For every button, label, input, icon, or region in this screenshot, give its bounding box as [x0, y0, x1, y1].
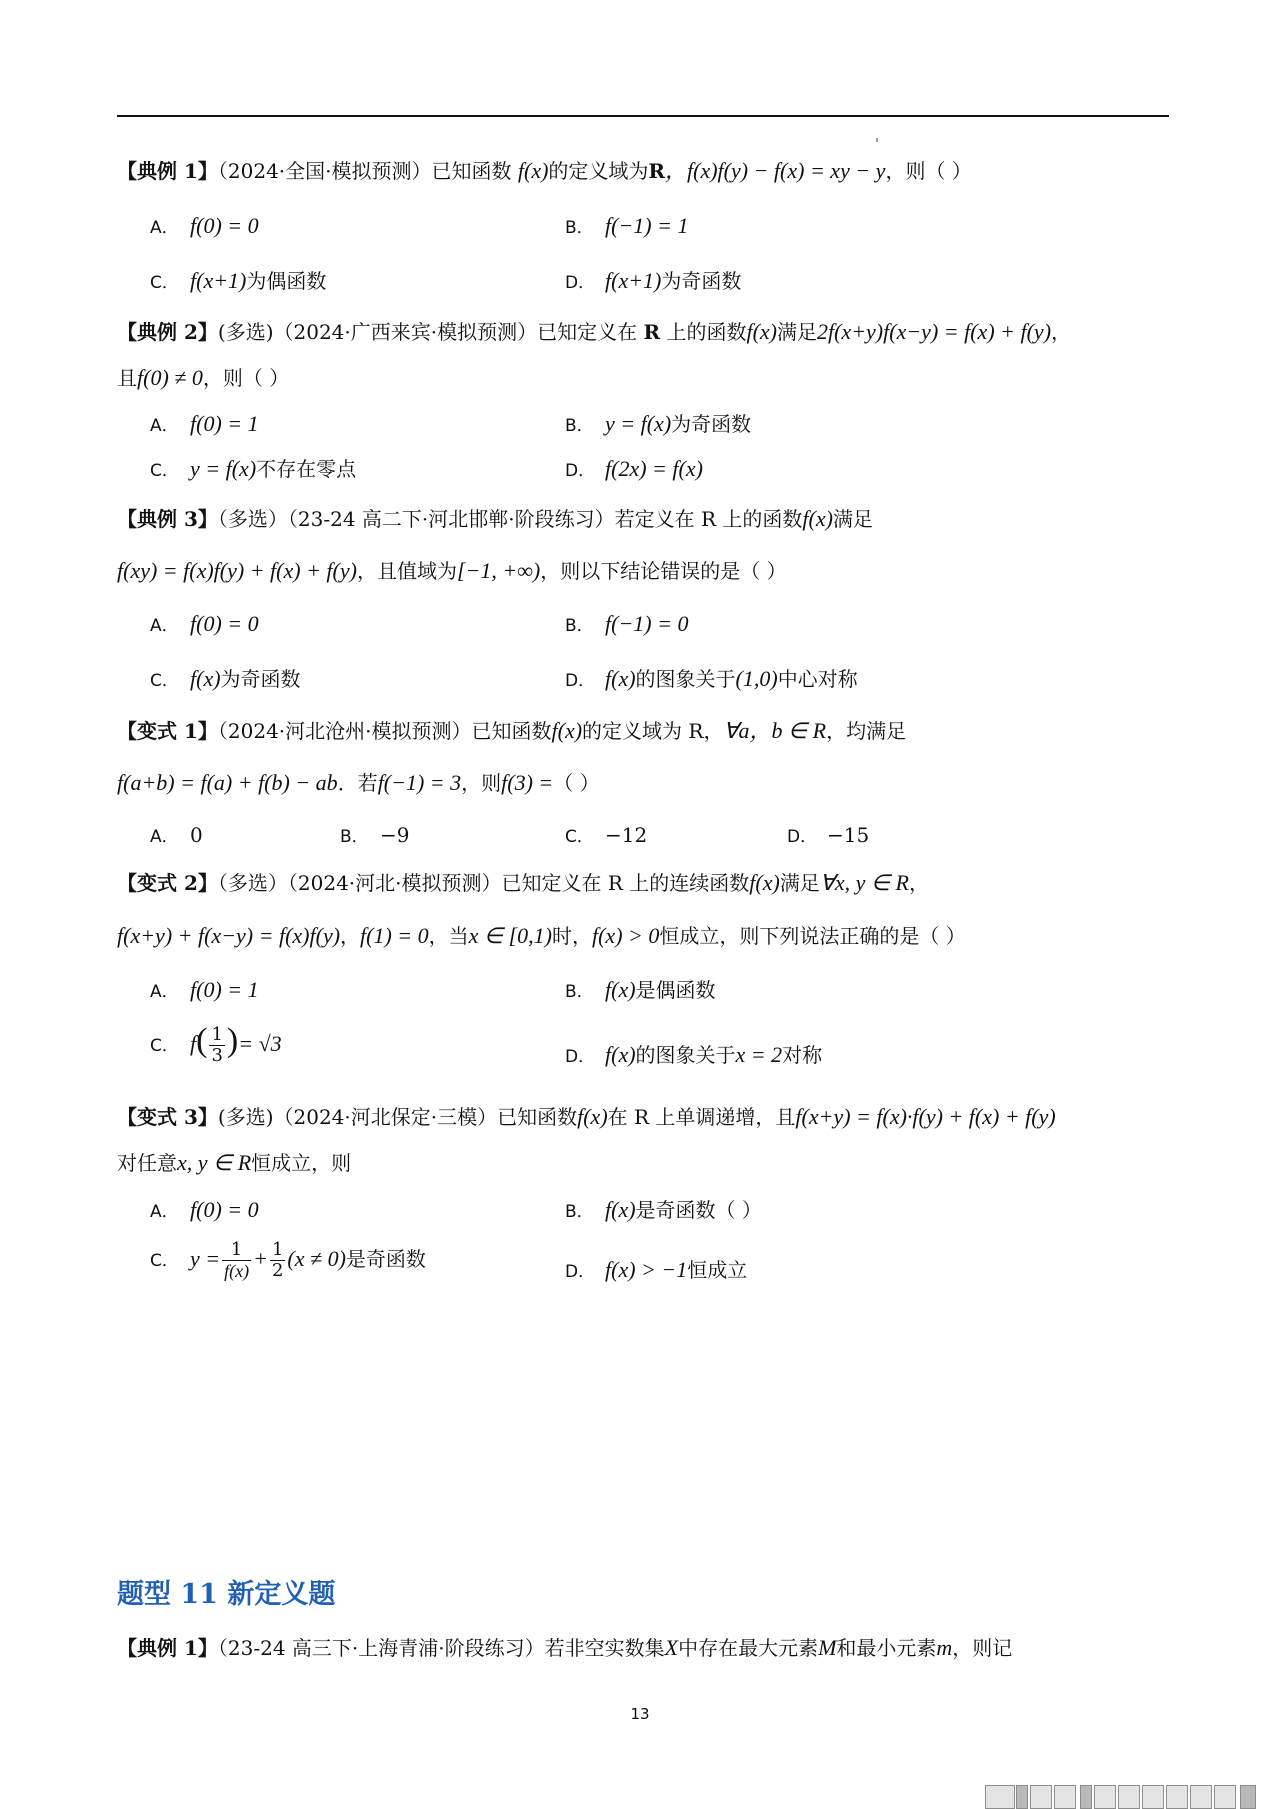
variant-2-option-c: C． f( $\frac{1}{3}$ )= √3 [150, 1022, 282, 1066]
example-3-option-d: D． f(x)的图象关于(1,0)中心对称 [565, 666, 858, 691]
variant-3-option-d: D． f(x) > −1恒成立 [565, 1257, 748, 1282]
variant-3-stem: 【变式 3】(多选)（2024·河北保定·三模）已知函数f(x)在 R 上单调递增，且f(x+y) = f(x)·f(y) + f(x) + f(y) [117, 1104, 1056, 1129]
variant-1-option-a: A． 0 [150, 823, 203, 847]
section-example-tag: 【典例 1】 [117, 1636, 218, 1660]
section-example-stem: 【典例 1】（23-24 高三下·上海青浦·阶段练习）若非空实数集X中存在最大元素M和最小元素m，则记 [117, 1635, 1013, 1660]
example-3-stem-cont: f(xy) = f(x)f(y) + f(x) + f(y)，且值域为[−1, +∞)，则以下结论错误的是（ ） [117, 558, 787, 583]
decorative-tab [1054, 1785, 1076, 1809]
decorative-tab [1190, 1785, 1212, 1809]
page-number: 13 [630, 1705, 650, 1723]
variant-2-stem-cont: f(x+y) + f(x−y) = f(x)f(y)，f(1) = 0，当x ∈ [0,1)时，f(x) > 0恒成立，则下列说法正确的是（ ） [117, 923, 966, 948]
variant-3-option-a: A． f(0) = 0 [150, 1197, 259, 1222]
example-3-option-b: B． f(−1) = 0 [565, 611, 689, 636]
example-1-option-c: C． f(x+1)为偶函数 [150, 268, 327, 293]
example-3-option-c: C． f(x)为奇函数 [150, 666, 301, 691]
example-2-tag: 【典例 2】 [117, 320, 218, 344]
decorative-tab [1080, 1785, 1092, 1809]
decorative-tab [1166, 1785, 1188, 1809]
example-2-option-d: D． f(2x) = f(x) [565, 456, 703, 481]
decorative-tab [1094, 1785, 1116, 1809]
decorative-tab [985, 1785, 1015, 1809]
variant-3-option-b: B． f(x)是奇函数（ ） [565, 1197, 762, 1222]
decorative-tab [1240, 1785, 1256, 1809]
variant-3-tag: 【变式 3】 [117, 1105, 218, 1129]
decorative-tab [1214, 1785, 1236, 1809]
variant-2-option-a: A． f(0) = 1 [150, 977, 259, 1002]
example-2-stem: 【典例 2】(多选)（2024·广西来宾·模拟预测）已知定义在 R 上的函数f(x)满足2f(x+y)f(x−y) = f(x) + f(y)， [117, 319, 1072, 344]
decorative-tab [1142, 1785, 1164, 1809]
example-3-stem: 【典例 3】（多选）（23-24 高二下·河北邯郸·阶段练习）若定义在 R 上的函数f(x)满足 [117, 506, 873, 531]
variant-1-stem: 【变式 1】（2024·河北沧州·模拟预测）已知函数f(x)的定义域为 R，∀a，b ∈ R，均满足 [117, 718, 907, 743]
fraction: $\frac{1}{2}$ [271, 1239, 284, 1281]
example-2-option-a: A． f(0) = 1 [150, 411, 259, 436]
example-3-tag: 【典例 3】 [117, 507, 218, 531]
fraction: $\frac{1}{f(x)}$ [224, 1239, 250, 1281]
fraction: $\frac{1}{3}$ [211, 1024, 223, 1066]
example-2-option-c: C． y = f(x)不存在零点 [150, 456, 357, 481]
example-1-option-d: D． f(x+1)为奇函数 [565, 268, 742, 293]
variant-1-option-d: D． −15 [787, 823, 870, 847]
header-mark [876, 138, 878, 142]
decorative-tab [1118, 1785, 1140, 1809]
variant-3-option-c: C． y = $\frac{1}{f(x)}$ + $\frac{1}{2}$ (x ≠ 0)是奇函数 [150, 1239, 426, 1281]
variant-2-option-d: D． f(x)的图象关于x = 2对称 [565, 1042, 823, 1067]
variant-3-stem-cont: 对任意x, y ∈ R恒成立，则 [117, 1150, 352, 1175]
variant-1-tag: 【变式 1】 [117, 719, 218, 743]
example-3-option-a: A． f(0) = 0 [150, 611, 259, 636]
variant-1-option-c: C． −12 [565, 823, 648, 847]
variant-1-stem-cont: f(a+b) = f(a) + f(b) − ab．若f(−1) = 3，则f(3) =（ ） [117, 770, 600, 795]
example-1-tag: 【典例 1】 [117, 159, 218, 183]
section-title: 题型 11 新定义题 [117, 1579, 336, 1610]
example-1-option-a: A． f(0) = 0 [150, 213, 259, 238]
variant-2-tag: 【变式 2】 [117, 871, 218, 895]
variant-2-stem: 【变式 2】（多选）（2024·河北·模拟预测）已知定义在 R 上的连续函数f(x)满足∀x, y ∈ R， [117, 870, 929, 895]
example-1-option-b: B． f(−1) = 1 [565, 213, 689, 238]
example-2-stem-cont: 且f(0) ≠ 0，则（ ） [117, 365, 290, 390]
example-1-stem: 【典例 1】（2024·全国·模拟预测）已知函数 f(x)的定义域为R，f(x)f(y) − f(x) = xy − y，则（ ） [117, 158, 972, 183]
variant-2-option-b: B． f(x)是偶函数 [565, 977, 716, 1002]
variant-1-option-b: B． −9 [340, 823, 410, 847]
decorative-tab [1016, 1785, 1028, 1809]
decorative-tab [1030, 1785, 1052, 1809]
example-2-option-b: B． y = f(x)为奇函数 [565, 411, 752, 436]
header-rule [117, 115, 1169, 117]
